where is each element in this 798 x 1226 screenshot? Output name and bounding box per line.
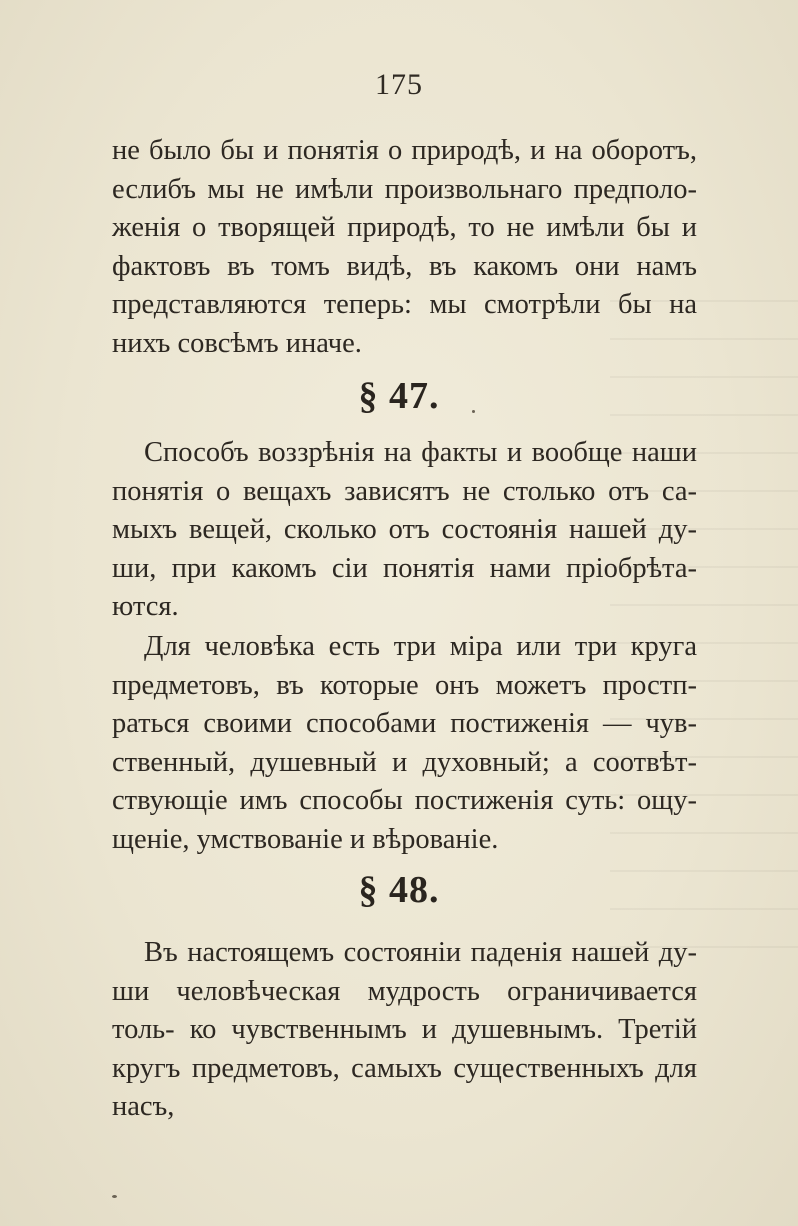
section-47-paragraph-2 [112, 628, 697, 859]
text-line: Въ настоящемъ состояніи паденія нашей ду- [144, 937, 697, 968]
text-line: предметовъ, въ которые онъ можетъ простп- [112, 669, 697, 701]
continuation-paragraph [112, 132, 697, 363]
text-line: ко чувственнымъ и душевнымъ. Третій кругъ [112, 1014, 697, 1084]
section-heading-47: § 47. [358, 375, 440, 417]
text-line: предметовъ, самыхъ существенныхъ для насъ, [112, 1052, 698, 1122]
text-line: ются. [112, 591, 179, 622]
text-line: щеніе, умствованіе и вѣрованіе. [112, 823, 499, 855]
text-line: представляются теперь: мы смотрѣли бы на [112, 289, 697, 320]
text-line: еслибъ мы не имѣли произвольнаго предполо- [112, 173, 697, 205]
text-line: ши человѣческая мудрость ограничивается толь- [112, 975, 697, 1045]
text-line: ствующіе имъ способы постиженія суть: ощу- [112, 785, 697, 816]
print-speck [472, 410, 475, 413]
text-line: нихъ совсѣмъ иначе. [112, 327, 362, 359]
text-line: ственный, душевный и духовный; а соотвѣт- [112, 746, 697, 778]
text-line: Способъ воззрѣнія на факты и вообще наши [144, 437, 697, 468]
section-heading-48: § 48. [358, 869, 440, 911]
text-line: ши, при какомъ сіи понятія нами пріобрѣта- [112, 552, 697, 584]
text-line: не было бы и понятія о природѣ, и на оборотъ, [112, 135, 697, 166]
section-47-paragraph-1 [112, 434, 697, 627]
section-48-paragraph-1 [112, 934, 697, 1127]
page-number: 175 [375, 68, 423, 101]
text-line: понятія о вещахъ зависятъ не столько отъ са- [112, 475, 697, 507]
text-line: фактовъ въ томъ видѣ, въ какомъ они намъ [112, 250, 697, 282]
text-line: мыхъ вещей, сколько отъ состоянія нашей ду- [112, 514, 697, 545]
text-line: женія о творящей природѣ, то не имѣли бы и [112, 212, 697, 243]
print-speck [112, 1195, 117, 1198]
text-line: Для человѣка есть три міра или три круга [144, 631, 697, 662]
text-line: раться своими способами постиженія — чув- [112, 708, 697, 739]
